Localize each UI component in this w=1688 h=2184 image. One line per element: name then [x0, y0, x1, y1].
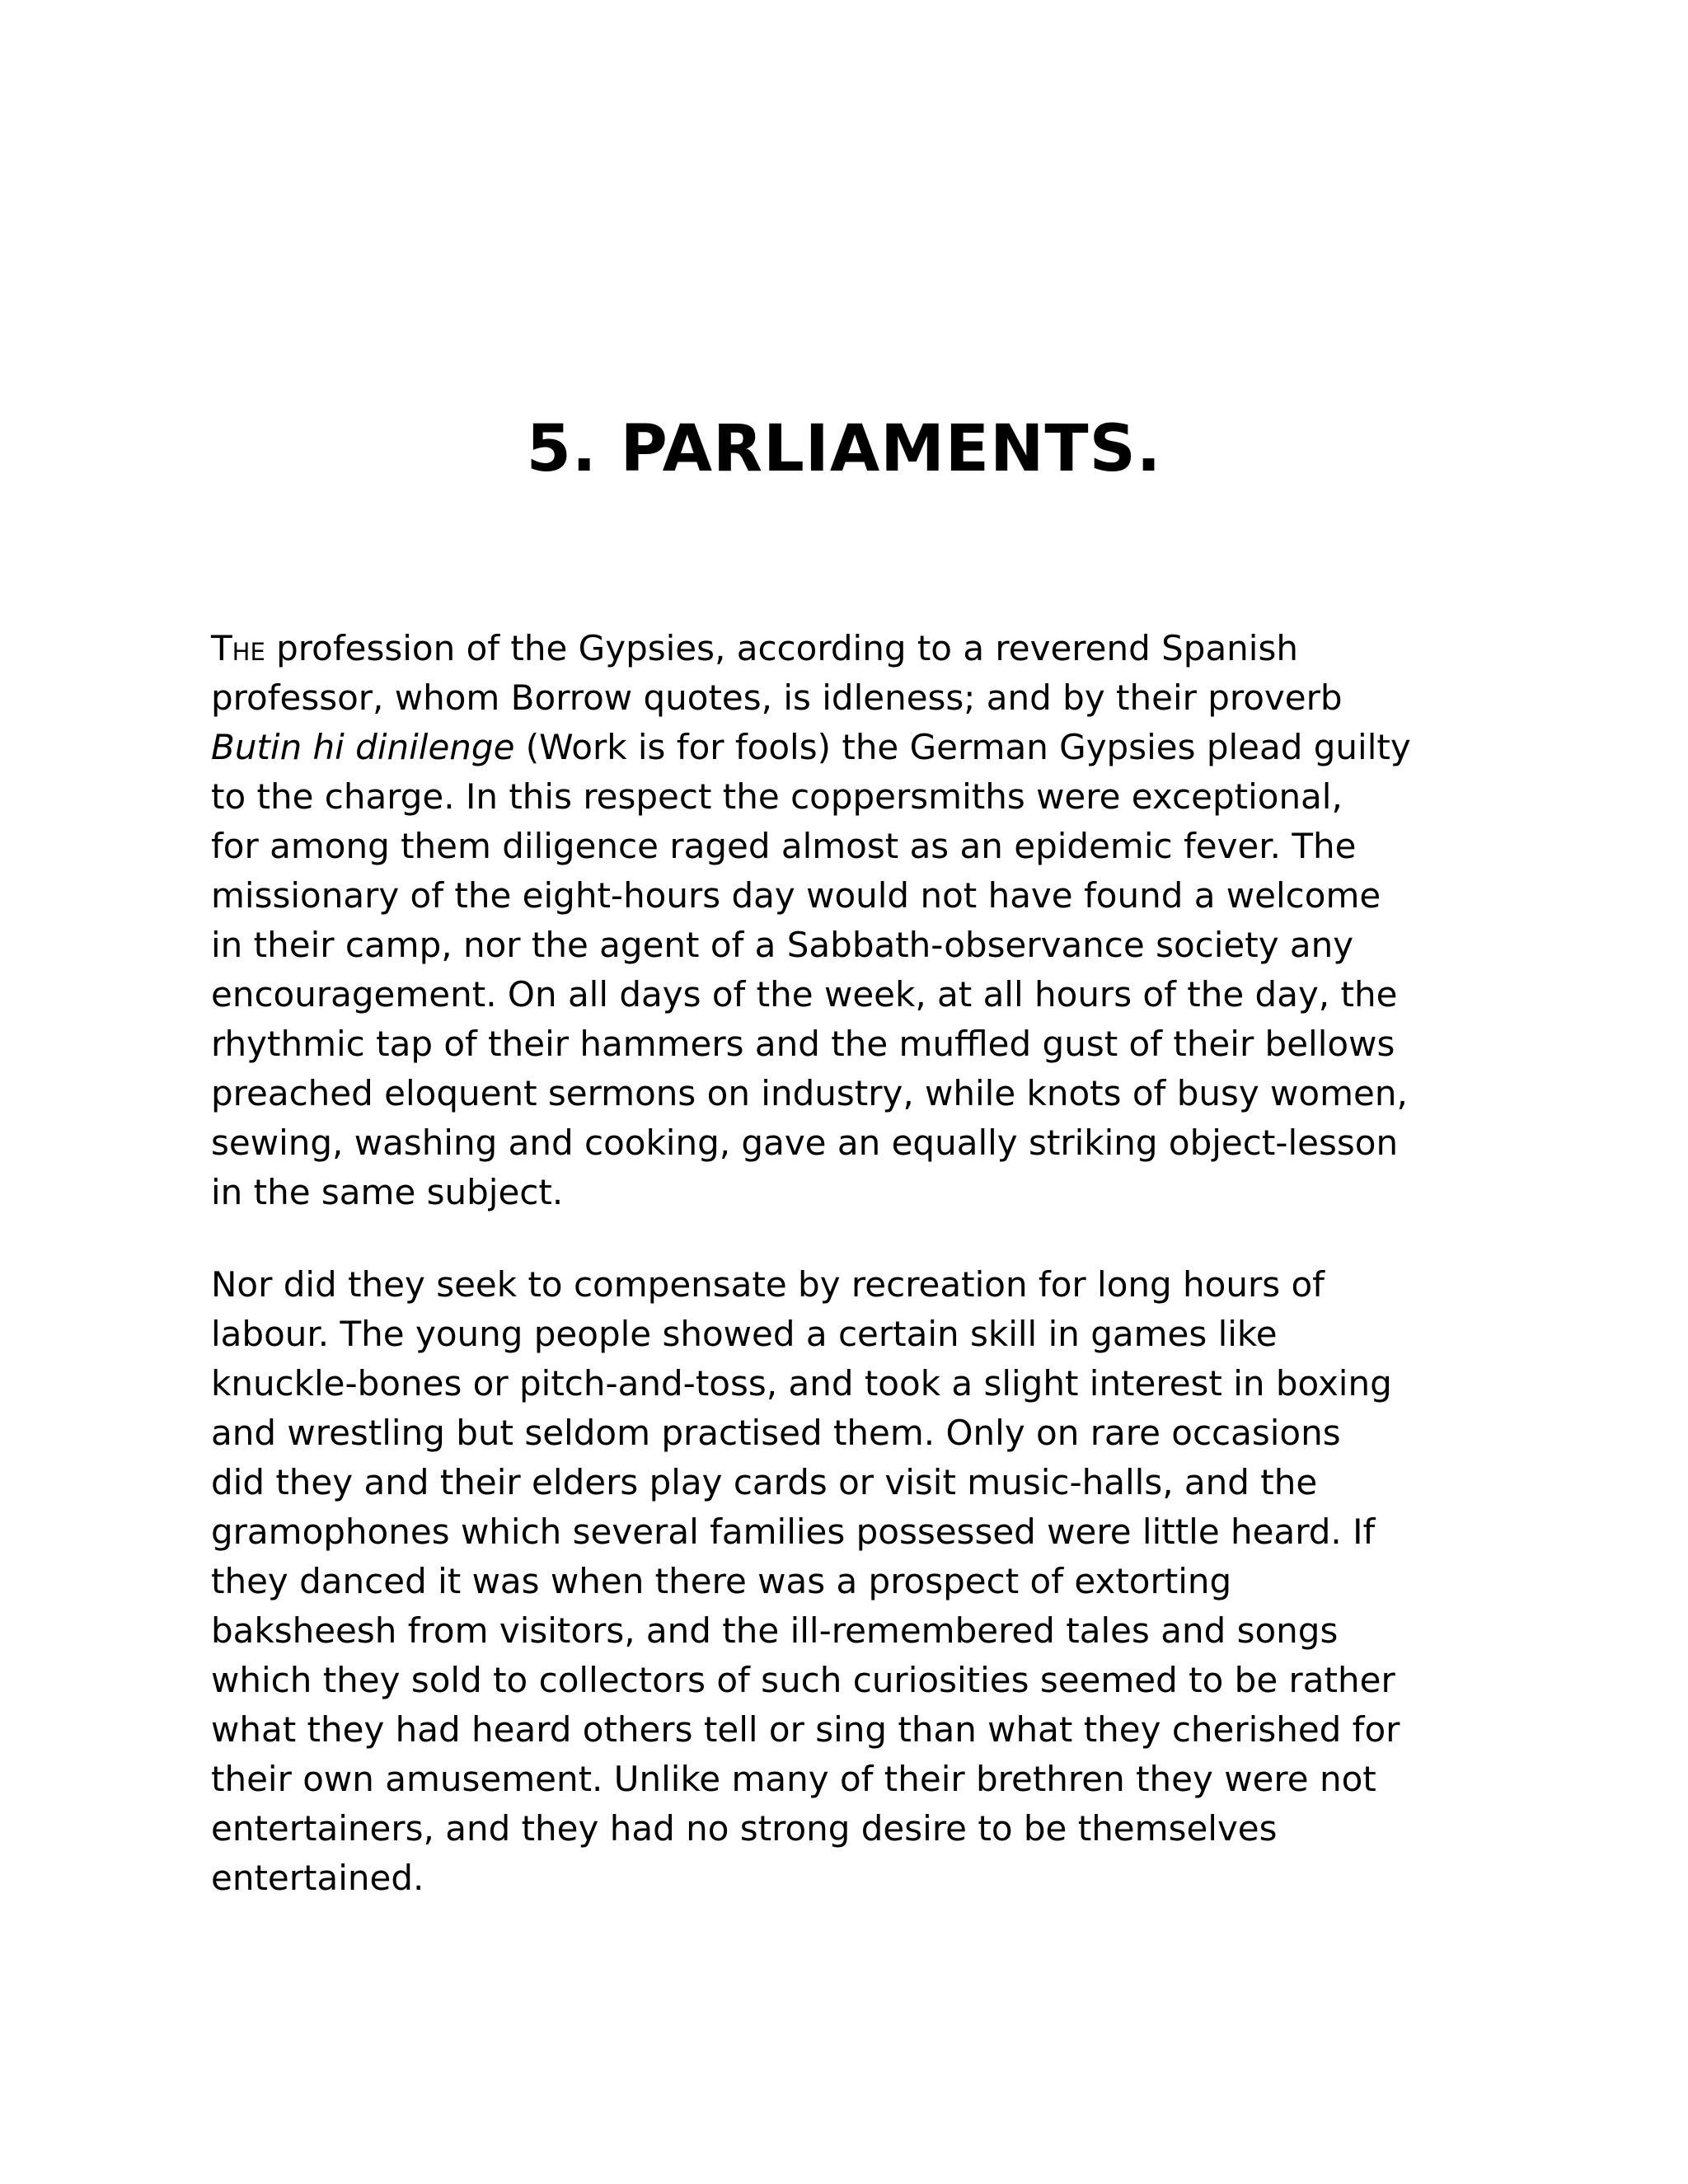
chapter-title: 5. PARLIAMENTS.: [526, 412, 1162, 486]
text-line: did they and their elders play cards or visit music-halls, and the: [211, 1462, 1318, 1502]
paragraph-1: [211, 624, 1497, 1217]
paragraph-2: [211, 1260, 1497, 1903]
text-line: professor, whom Borrow quotes, is idleness; and by their proverb: [211, 677, 1343, 718]
text-line: gramophones which several families possessed were little heard. If: [211, 1511, 1376, 1552]
text-line: preached eloquent sermons on industry, while knots of busy women,: [211, 1073, 1408, 1113]
line-text: profession of the Gypsies, according to a reverend Spanish: [265, 628, 1298, 668]
text-line: entertained.: [211, 1858, 424, 1898]
text-line: in their camp, nor the agent of a Sabbath-observance society any: [211, 925, 1354, 965]
text-line: entertainers, and they had no strong desire to be themselves: [211, 1808, 1278, 1849]
body-text: [211, 624, 1497, 1903]
text-line: [211, 723, 1497, 772]
text-line: they danced it was when there was a prospect of extorting: [211, 1561, 1232, 1601]
text-line: to the charge. In this respect the coppersmiths were exceptional,: [211, 776, 1343, 817]
text-line: sewing, washing and cooking, gave an equally striking object-lesson: [211, 1122, 1399, 1163]
text-line: baksheesh from visitors, and the ill-remembered tales and songs: [211, 1610, 1339, 1651]
text-line: which they sold to collectors of such curiosities seemed to be rather: [211, 1660, 1395, 1700]
text-line: and wrestling but seldom practised them. Only on rare occasions: [211, 1413, 1341, 1453]
text-line: what they had heard others tell or sing than what they cherished for: [211, 1709, 1400, 1750]
drop-word: The: [211, 628, 265, 668]
italic-proverb: Butin hi dinilenge: [211, 727, 515, 767]
text-line: labour. The young people showed a certain skill in games like: [211, 1314, 1278, 1354]
line-text: (Work is for fools) the German Gypsies plead guilty: [514, 727, 1411, 767]
text-line: knuckle-bones or pitch-and-toss, and took a slight interest in boxing: [211, 1363, 1392, 1404]
text-line: missionary of the eight-hours day would not have found a welcome: [211, 875, 1381, 916]
text-line: in the same subject.: [211, 1172, 564, 1212]
text-line: [211, 624, 1497, 673]
text-line: rhythmic tap of their hammers and the muffled gust of their bellows: [211, 1024, 1395, 1064]
text-line: their own amusement. Unlike many of their brethren they were not: [211, 1759, 1376, 1799]
text-line: Nor did they seek to compensate by recreation for long hours of: [211, 1264, 1325, 1305]
text-line: encouragement. On all days of the week, at all hours of the day, the: [211, 974, 1398, 1015]
text-line: for among them diligence raged almost as an epidemic fever. The: [211, 826, 1357, 866]
